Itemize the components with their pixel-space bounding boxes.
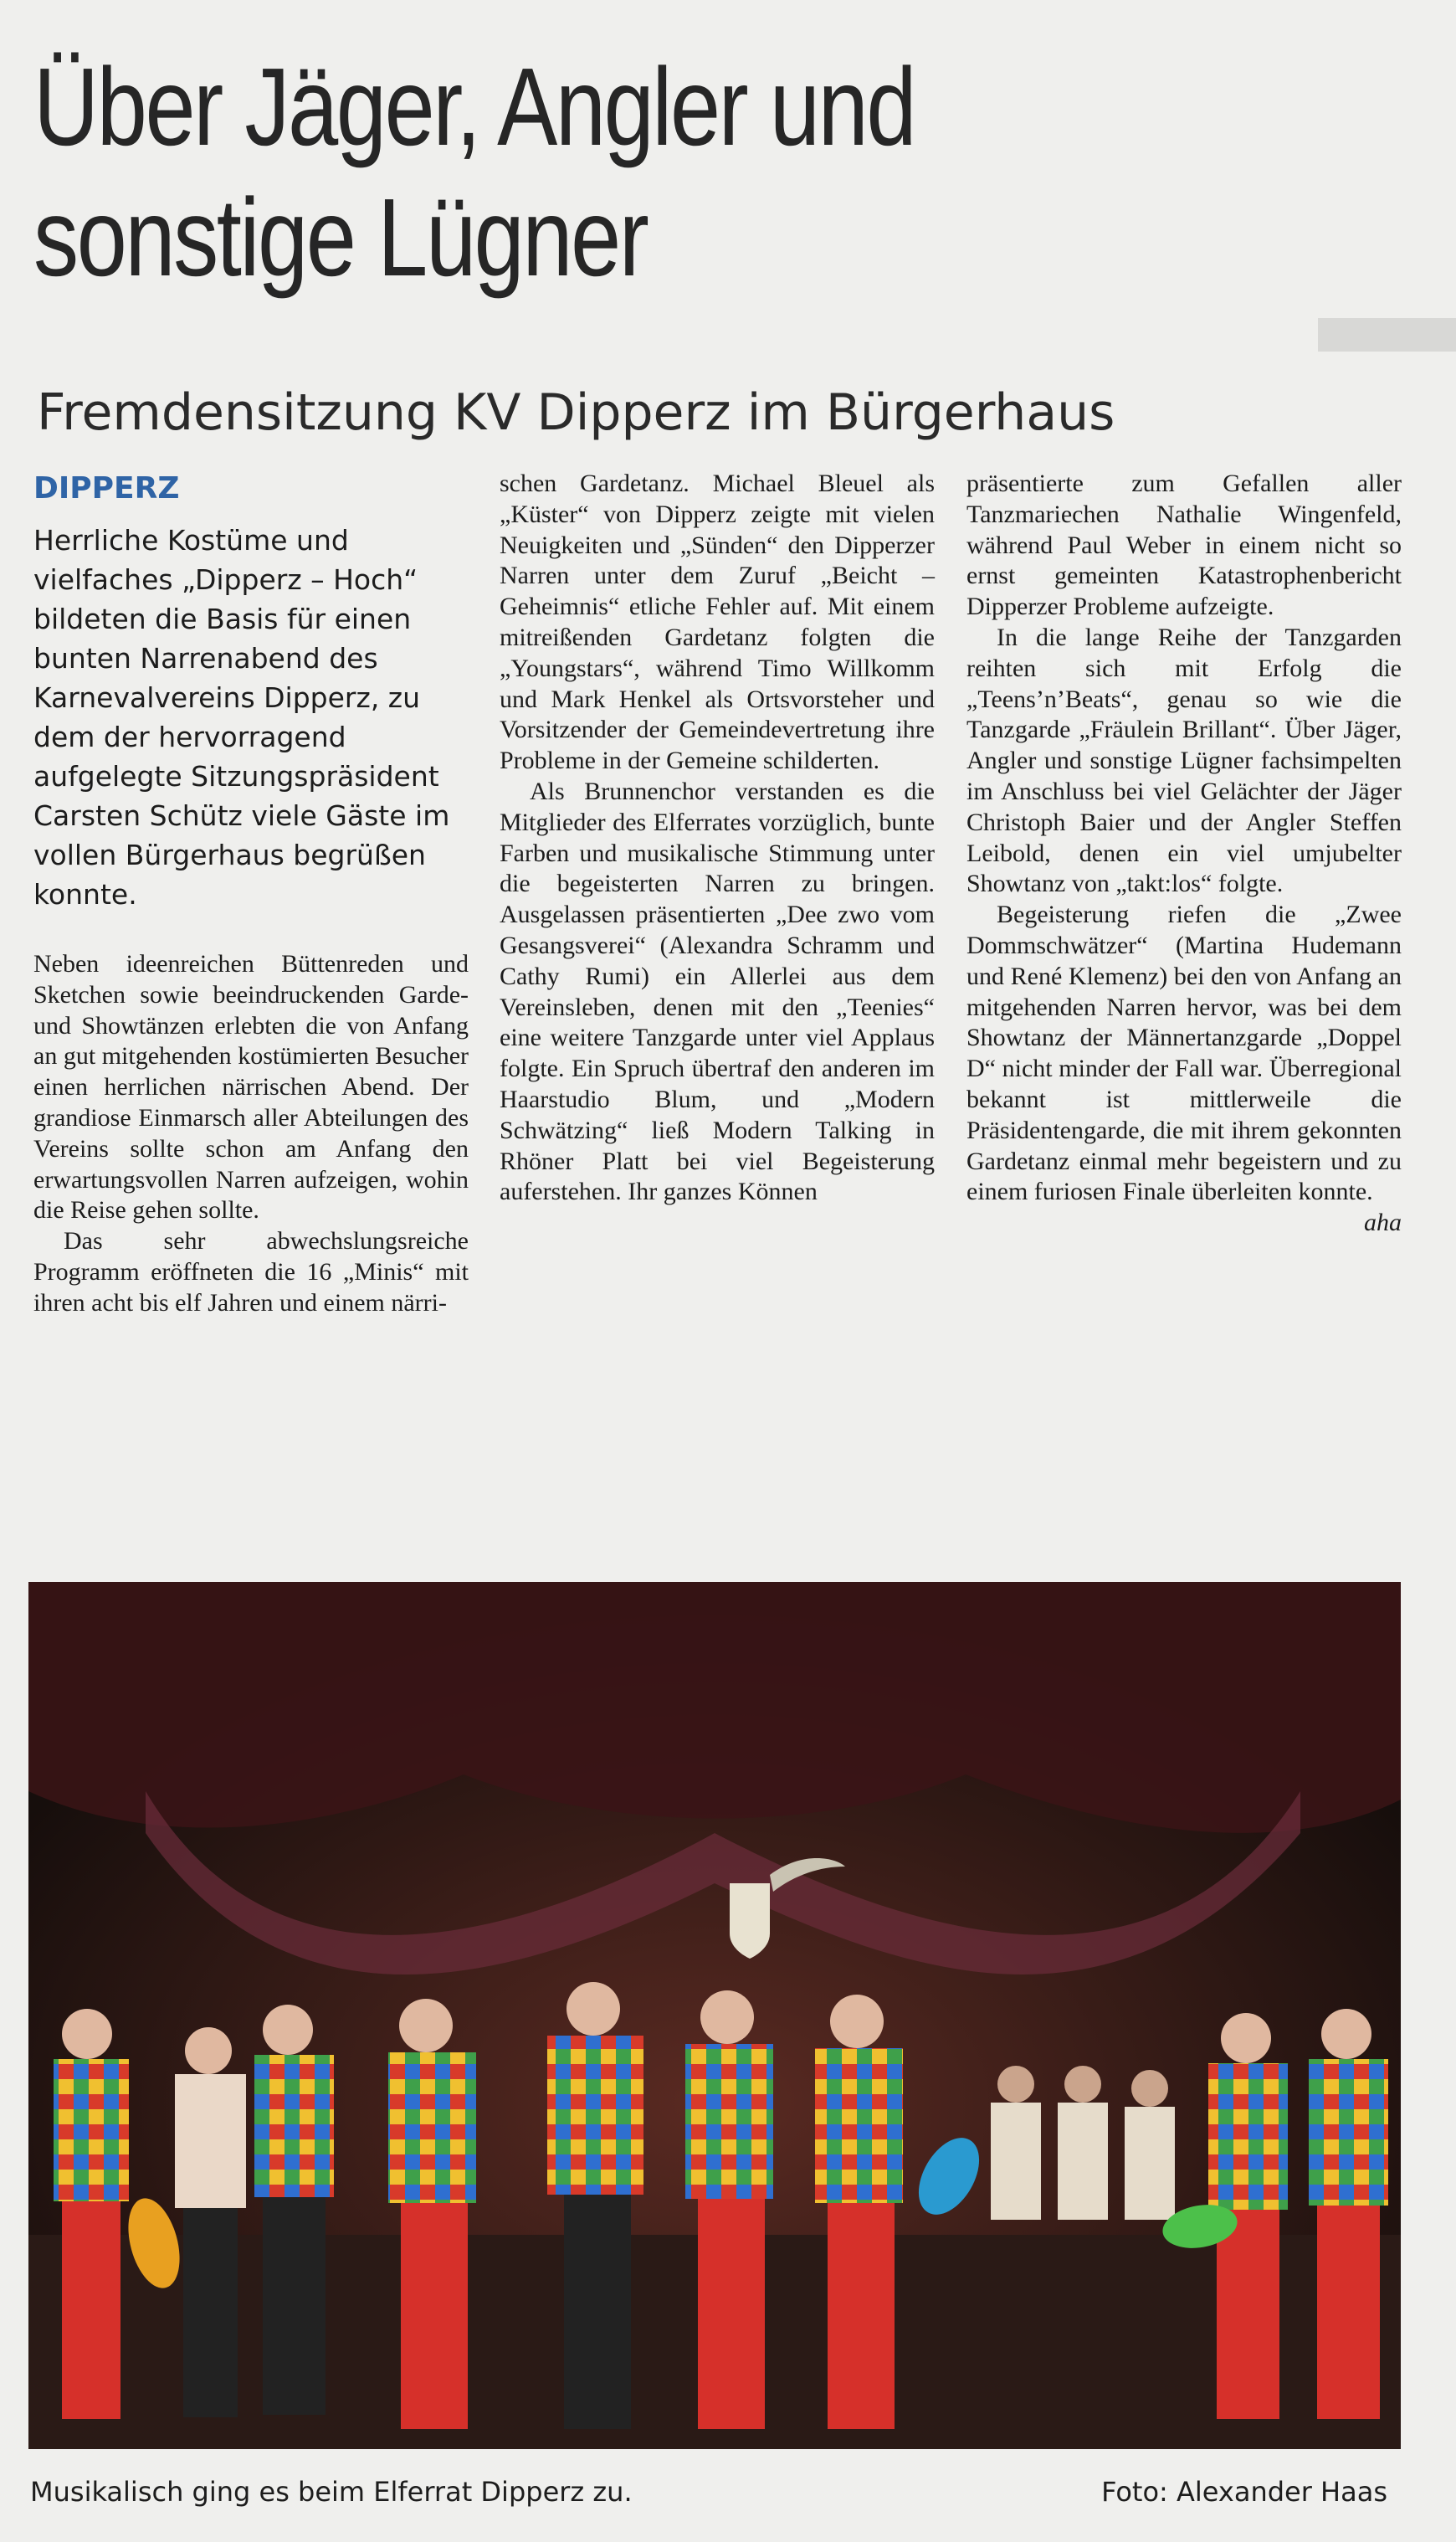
- text-column-2: [500, 469, 935, 1208]
- body-paragraph-3-cont: präsentierte zum Gefallen aller Tanzmariechen Nathalie Wingenfeld, während Paul Weber in einem nicht so ernst gemeinten Katastrophenbericht Dipperzer Probleme aufzeigte.: [966, 470, 1402, 621]
- body-paragraph-3-start: Als Brunnenchor verstanden es die Mitglieder des Elferrates vorzüglich, bunte Farben und musikalische Stimmung unter die begeisterten Narren zu bringen. Ausgelassen präsentierten „Dee zwo vom Gesangsverei“ (Alexandra Schramm und Cathy Rumi) ein Allerlei aus dem Vereinsleben, denen mit den „Teenies“ eine weitere Tanzgarde unter viel Applaus folgte. Ein Spruch übertraf den anderen im Haarstudio Blum, und „Modern Schwätzing“ ließ Modern Talking in Rhöner Platt bei viel Begeisterung auferstehen. Ihr ganzes Können: [500, 777, 935, 1206]
- stage-curtain: [28, 1582, 1401, 1833]
- body-paragraph-4: In die lange Reihe der Tanzgarden reihten sich mit Erfolg die „Teens’n’Beats“, genau so wie die Tanzgarde „Fräulein Brillant“. Über Jäger, Angler und sonstige Lügner fachsimpelten im Anschluss bei viel Gelächter der Jäger Christoph Baier und der Angler Steffen Leibold, denen ein viel umjubelter Showtanz von „takt:los“ folgte.: [966, 623, 1402, 898]
- adjacent-article-fragment: [1318, 50, 1456, 519]
- stage-photo-illustration: [28, 1582, 1401, 2449]
- author-initials: aha: [1364, 1209, 1402, 1237]
- adjacent-subhead-fragment: [1318, 218, 1456, 268]
- dateline: DIPPERZ: [33, 471, 180, 506]
- photo-credit: Foto: Alexander Haas: [1101, 2476, 1387, 2508]
- adjacent-text-bar: [1318, 318, 1456, 352]
- background-performers: [991, 2066, 1175, 2220]
- stage-photo: [28, 1582, 1401, 2449]
- body-paragraph-5: Begeisterung riefen die „Zwee Dommschwätzer“ (Martina Hudemann und René Klemenz) bei den von Anfang an mitgehenden Narren hervor, was bei dem Showtanz der Männertanzgarde „Doppel D“ nicht minder der Fall war. Überregional bekannt ist mittlerweile die Präsidentengarde, die mit ihrem gekonnten Gardetanz einmal mehr begeistern und zu einem furiosen Finale überleiten konnte.: [966, 901, 1402, 1206]
- body-paragraph-2-start: Das sehr abwechslungsreiche Programm eröffneten die 16 „Minis“ mit ihren acht bis elf Jahren und einem närri-: [33, 1227, 469, 1317]
- lead-paragraph: Herrliche Kostüme und vielfaches „Dipperz – Hoch“ bildeten die Basis für einen bunten Narrenabend des Karnevalvereins Dipperz, zu dem der hervorragend aufgelegte Sitzungspräsident Carsten Schütz viele Gäste im vollen Bürgerhaus begrüßen konnte.: [33, 524, 450, 911]
- text-column-3: [966, 469, 1402, 1239]
- body-text-part-1: [33, 949, 469, 1319]
- article-headline: Über Jäger, Angler und sonstige Lügner: [33, 45, 915, 299]
- body-paragraph-2-cont: schen Gardetanz. Michael Bleuel als „Küster“ von Dipperz zeigte mit vielen Neuigkeiten und „Sünden“ den Dipperzer Narren unter dem Zuruf „Beicht – Geheimnis“ etliche Fehler auf. Mit einem mitreißenden Gardetanz folgten die „Youngstars“, während Timo Willkomm und Mark Henkel als Ortsvorsteher und Vorsitzender der Gemeindevertretung ihre Probleme in der Gemeine schilderten.: [500, 470, 935, 775]
- body-paragraph-1: Neben ideenreichen Büttenreden und Sketchen sowie beeindruckenden Garde- und Showtänzen erlebten die von Anfang an gut mitgehenden kostümierten Besucher einen herrlichen närrischen Abend. Der grandiose Einmarsch aller Abteilungen des Vereins sollte schon am Anfang den erwartungsvollen Narren aufzeigen, wohin die Reise gehen sollte.: [33, 950, 469, 1225]
- adjacent-headline-fragment: [1318, 50, 1456, 184]
- photo-caption-bar: [30, 2473, 1411, 2524]
- photo-caption: Musikalisch ging es beim Elferrat Dipperz zu.: [30, 2476, 633, 2508]
- text-column-1: [33, 469, 469, 1319]
- article-subheadline: Fremdensitzung KV Dipperz im Bürgerhaus: [37, 383, 1115, 442]
